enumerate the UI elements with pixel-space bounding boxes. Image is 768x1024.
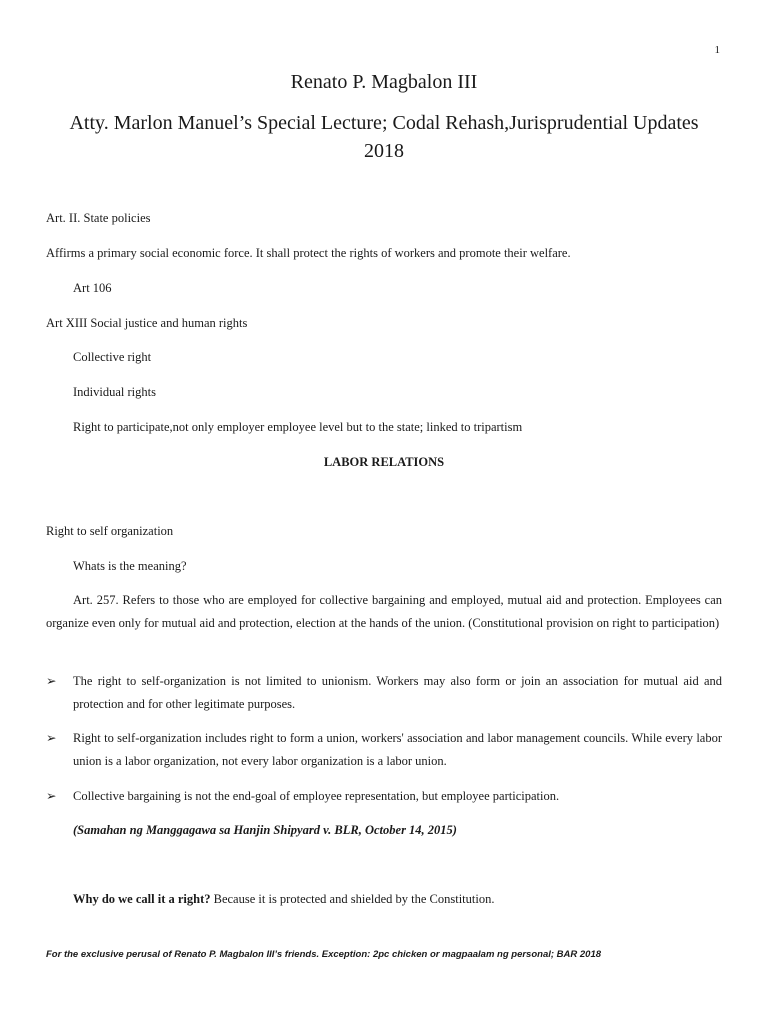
paragraph-state-policies: Art. II. State policies	[46, 211, 151, 225]
bullet-arrow-icon: ➢	[46, 731, 57, 745]
bullet-item	[46, 670, 722, 716]
page-number: 1	[714, 44, 720, 56]
page-footer: For the exclusive perusal of Renato P. Magbalon III’s friends. Exception: 2pc chicken or magpaalam ng personal; BAR 2018	[46, 949, 602, 960]
section-heading: LABOR RELATIONS	[323, 455, 445, 469]
bullet-arrow-icon: ➢	[46, 674, 57, 688]
paragraph-self-organization: Right to self organization	[46, 524, 174, 538]
why-question: Why do we call it a right?	[73, 892, 211, 906]
bullet-arrow-icon: ➢	[46, 789, 57, 803]
document-subtitle: Atty. Marlon Manuel’s Special Lecture; Codal Rehash,Jurisprudential Updates 2018	[69, 112, 699, 162]
paragraph-individual-rights: Individual rights	[73, 385, 156, 399]
paragraph-art-xiii: Art XIII Social justice and human rights	[46, 316, 248, 330]
case-citation: (Samahan ng Manggagawa sa Hanjin Shipyard v. BLR, October 14, 2015)	[73, 823, 457, 837]
bullet-text: The right to self-organization is not limited to unionism. Workers may also form or join an association for mutual aid and protection and for other legitimate purposes.	[73, 674, 722, 711]
bullet-item	[46, 727, 722, 773]
document-author-title: Renato P. Magbalon III	[290, 71, 478, 93]
paragraph-right-to-participate: Right to participate,not only employer employee level but to the state; linked to tripartism	[73, 420, 523, 434]
paragraph-art-106: Art 106	[73, 281, 112, 295]
why-answer: Because it is protected and shielded by the Constitution.	[210, 892, 495, 906]
paragraph-affirms: Affirms a primary social economic force. It shall protect the rights of workers and promote their welfare.	[46, 246, 571, 260]
paragraph-meaning-question: Whats is the meaning?	[73, 559, 187, 573]
paragraph-collective-right: Collective right	[73, 350, 152, 364]
paragraph-why-right	[73, 888, 723, 911]
bullet-item	[46, 785, 722, 808]
paragraph-art-257: Art. 257. Refers to those who are employed for collective bargaining and employed, mutual aid and protection. Employees can organize even only for mutual aid and protection, election at the hands of the union. (Constitutional provision on right to participation)	[46, 593, 722, 630]
bullet-text: Right to self-organization includes right to form a union, workers' association and labor management councils. While every labor union is a labor organization, not every labor organization is a labor union.	[73, 731, 722, 768]
bullet-text: Collective bargaining is not the end-goal of employee representation, but employee participation.	[73, 789, 560, 803]
